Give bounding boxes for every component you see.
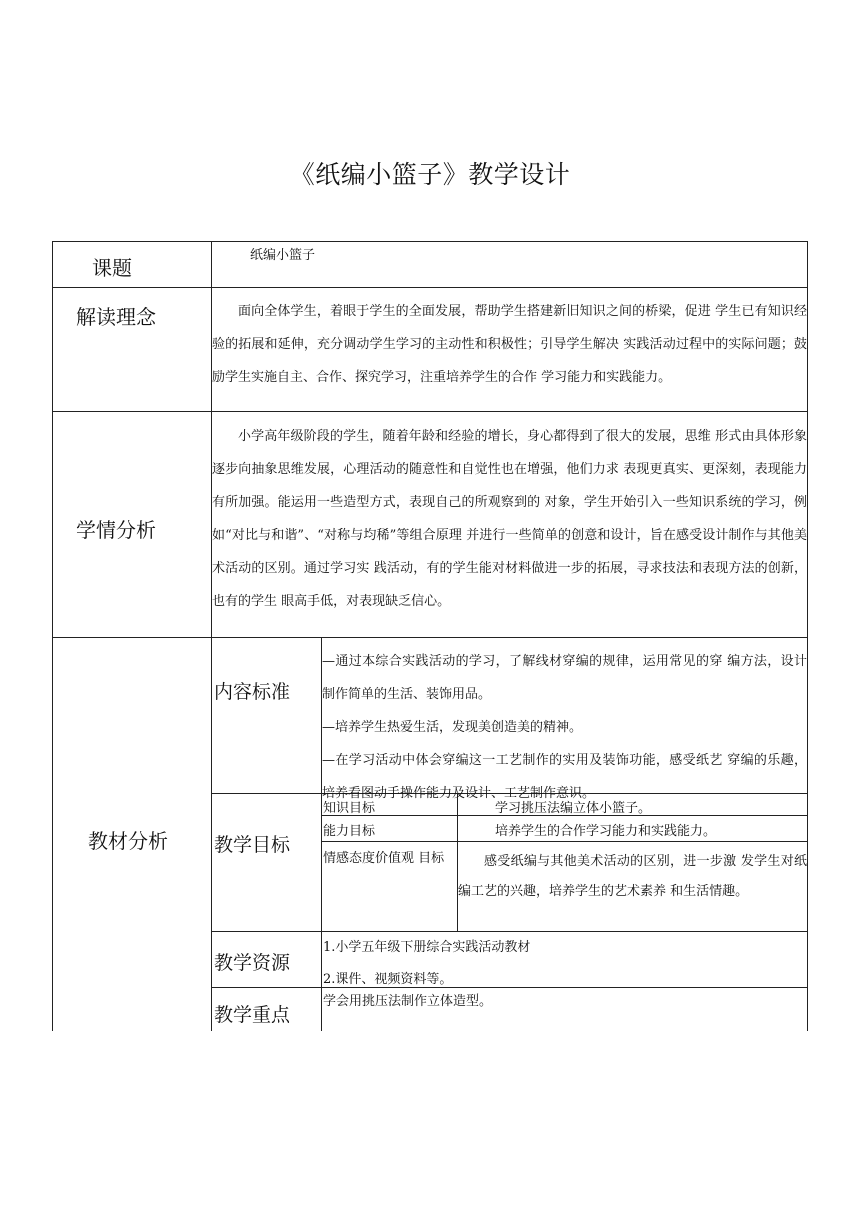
concept-text: 面向全体学生，着眼于学生的全面发展，帮助学生搭建新旧知识之间的桥梁，促进 学生已有知识经验的拓展和延伸，充分调动学生学习的主动性和积极性；引导学生解决 实践活动过程中的实际问题；鼓励学生实施自主、合作、探究学习，注重培养学生的合作 学习能力和实践能力。 [212,304,807,385]
content-standard-item: —培养学生热爱生活，发现美创造美的精神。 [322,720,583,735]
goal-name-emotion: 情感态度价值观 目标 [323,851,445,866]
goal-name-knowledge: 知识目标 [323,801,376,816]
topic-value: 纸编小篮子 [250,248,316,263]
resource-item: 2.课件、视频资料等。 [323,972,453,987]
goal-value-emotion: 感受纸编与其他美术活动的区别，进一步激 发学生对纸编工艺的兴趣，培养学生的艺术素养 和生活情趣。 [458,854,807,899]
key-points-label: 教学重点 [214,1004,291,1026]
document-title: 《纸编小篮子》教学设计 [289,160,571,189]
concept-label: 解读理念 [76,305,156,329]
key-points-value: 学会用挑压法制作立体造型。 [323,994,493,1009]
resource-item: 1.小学五年级下册综合实践活动教材 [323,940,531,955]
learner-text: 小学高年级阶段的学生，随着年龄和经验的增长，身心都得到了很大的发展，思维 形式由具体形象逐步向抽象思维发展，心理活动的随意性和自觉性也在增强，他们力求 表现更真实、更深刻，表现能力有所加强。能运用一些造型方式，表现自己的所观察到的 对象，学生开始引入一些知识系统的学习，例如“对比与和谐”、“对称与均稀”等组合原理 并进行一些简单的创意和设计，旨在感受设计制作与其他美术活动的区别。通过学习实 践活动，有的学生能对材料做进一步的拓展，寻求技法和表现方法的创新，也有的学生 眼高手低，对表现缺乏信心。 [212,429,807,609]
learner-label: 学情分析 [76,518,156,542]
goal-name-ability: 能力目标 [323,824,376,839]
material-label: 教材分析 [88,829,168,853]
resources-label: 教学资源 [214,952,291,974]
goal-value-ability: 培养学生的合作学习能力和实践能力。 [495,824,717,839]
topic-label: 课题 [92,256,132,280]
content-standard-item: —通过本综合实践活动的学习，了解线材穿编的规律，运用常见的穿 编方法，设计制作简单的生活、装饰用品。 [322,654,807,702]
goals-label: 教学目标 [214,834,291,856]
content-standard-label: 内容标准 [214,681,291,703]
goal-value-knowledge: 学习挑压法编立体小篮子。 [495,801,652,816]
content-standard-item: —在学习活动中体会穿编这一工艺制作的实用及装饰功能，感受纸艺 穿编的乐趣，培养看图动手操作能力及设计、工艺制作意识。 [322,753,807,801]
